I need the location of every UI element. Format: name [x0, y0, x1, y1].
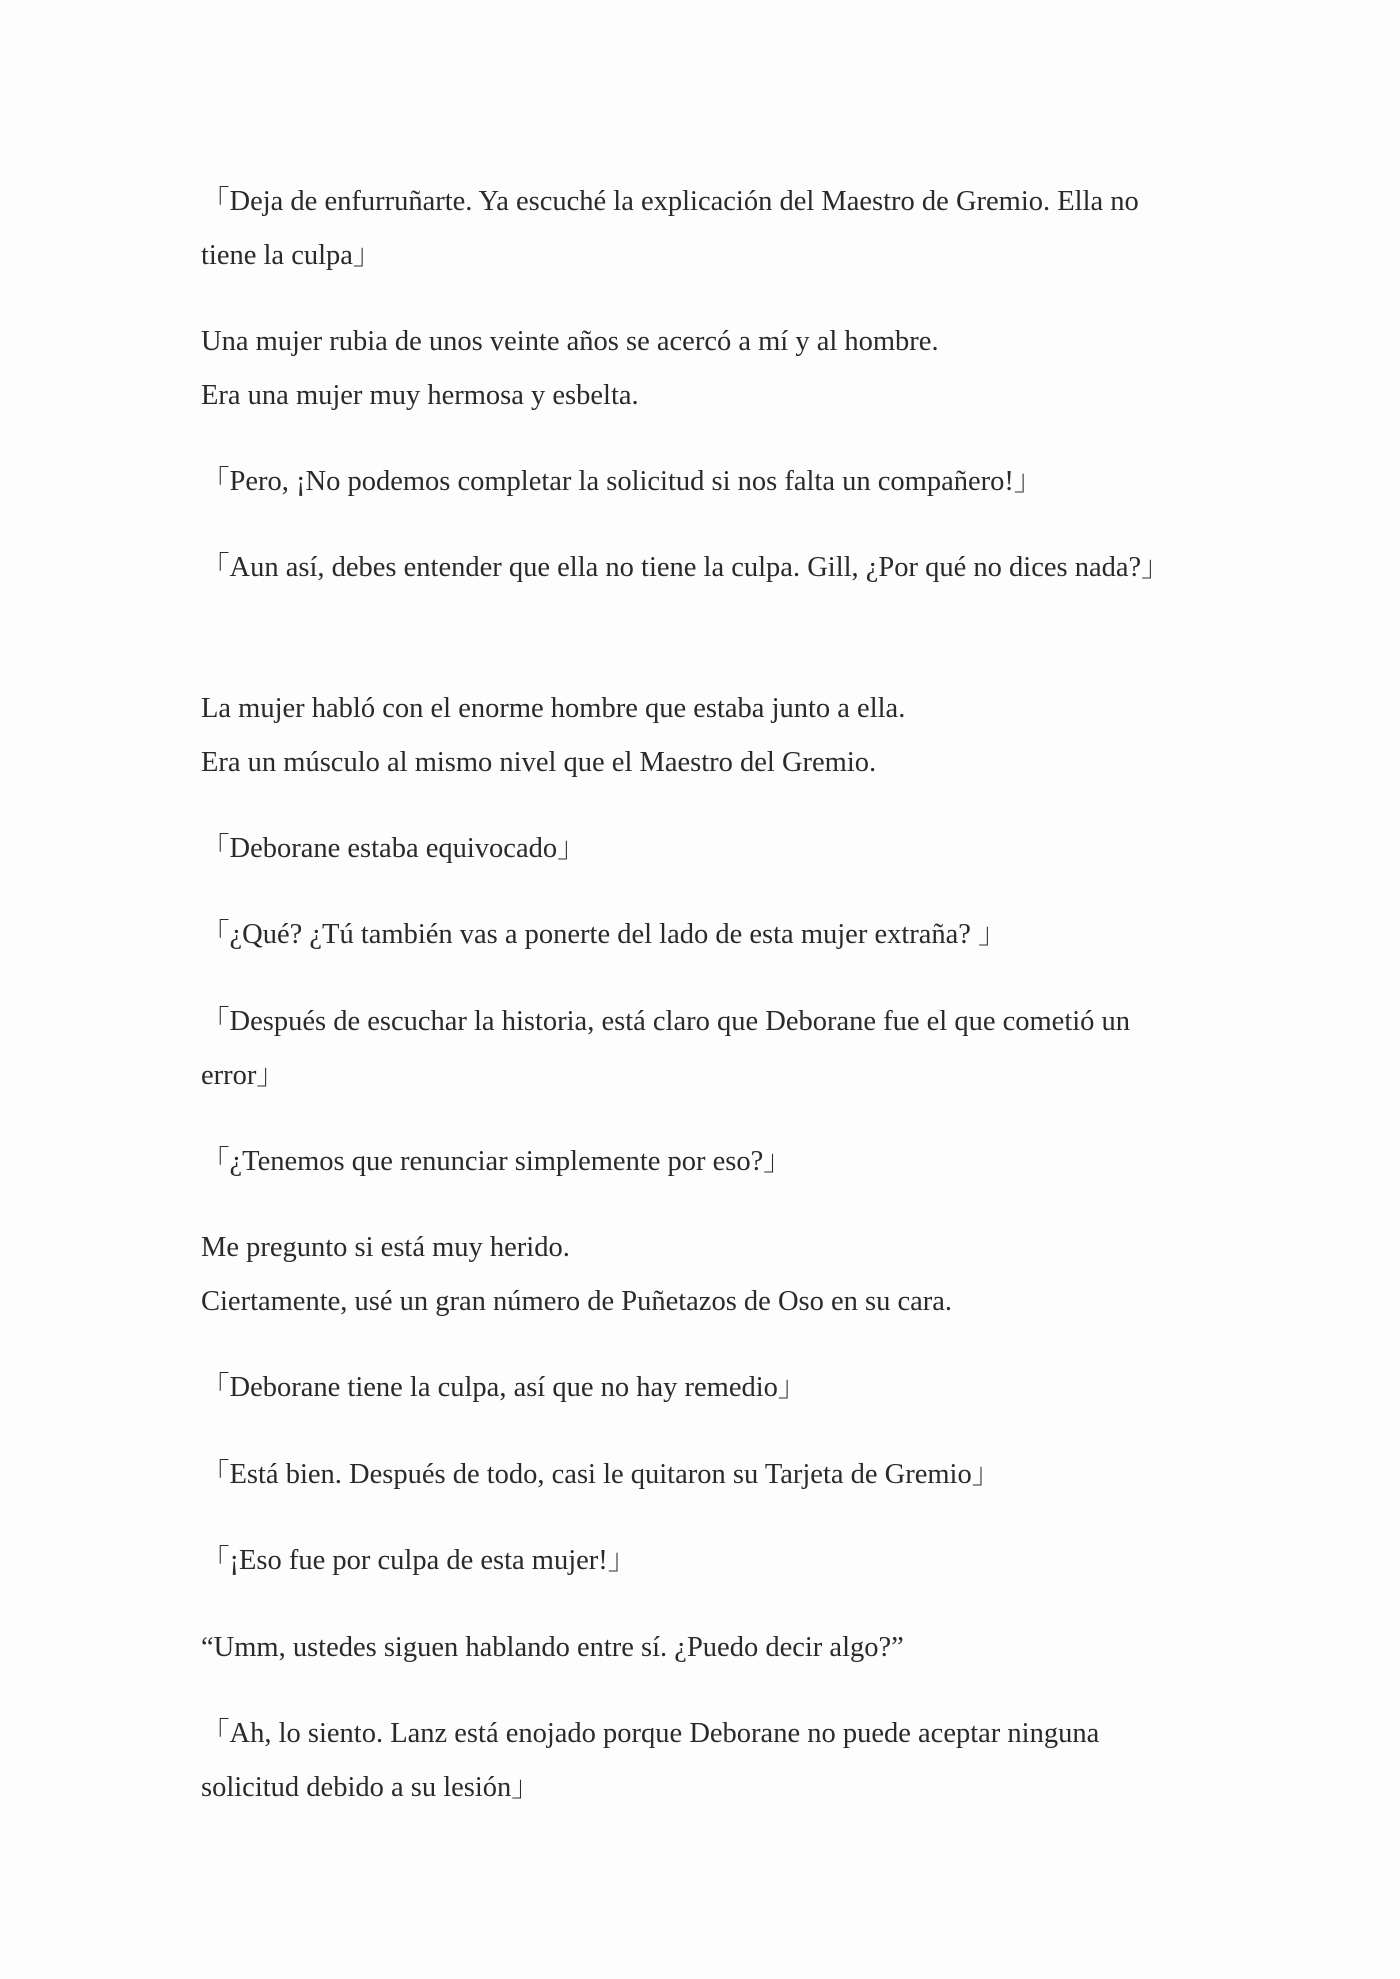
paragraph-text: Ciertamente, usé un gran número de Puñetazos de Oso en su cara. [201, 1286, 953, 1317]
dialogue-paragraph [201, 455, 1201, 509]
paragraph-text: 「Aun así, debes entender que ella no tiene la culpa. Gill, ¿Por qué no dices nada?」 [201, 552, 1170, 583]
dialogue-paragraph [201, 1361, 1201, 1415]
paragraph-text: 「Después de escuchar la historia, está claro que Deborane fue el que cometió un error」 [201, 1006, 1138, 1091]
paragraph-text: Era una mujer muy hermosa y esbelta. [201, 380, 639, 411]
paragraph-text: 「¿Tenemos que renunciar simplemente por eso?」 [201, 1146, 792, 1177]
dialogue-paragraph [201, 995, 1201, 1103]
dialogue-paragraph [201, 908, 1201, 962]
paragraph-text: 「Ah, lo siento. Lanz está enojado porque Deborane no puede aceptar ninguna solicitud debido a su lesión」 [201, 1718, 1107, 1803]
paragraph-text: 「¡Eso fue por culpa de esta mujer!」 [201, 1545, 637, 1576]
narration-paragraph [201, 1221, 1201, 1329]
dialogue-paragraph [201, 1707, 1201, 1815]
paragraph-text: 「Deborane estaba equivocado」 [201, 833, 586, 864]
paragraph-text: 「Está bien. Después de todo, casi le quitaron su Tarjeta de Gremio」 [201, 1459, 1001, 1490]
dialogue-paragraph [201, 1621, 1201, 1675]
narration-paragraph [201, 682, 1201, 790]
dialogue-paragraph [201, 1135, 1201, 1189]
paragraph-text: La mujer habló con el enorme hombre que estaba junto a ella. [201, 693, 906, 724]
paragraph-text: 「Pero, ¡No podemos completar la solicitud si nos falta un compañero!」 [201, 466, 1043, 497]
paragraph-text: 「Deja de enfurruñarte. Ya escuché la explicación del Maestro de Gremio. Ella no tiene la culpa」 [201, 186, 1146, 271]
narration-paragraph [201, 315, 1201, 423]
paragraph-text: Una mujer rubia de unos veinte años se acercó a mí y al hombre. [201, 326, 939, 357]
dialogue-paragraph [201, 541, 1201, 595]
dialogue-paragraph [201, 175, 1201, 283]
paragraph-text: Era un músculo al mismo nivel que el Maestro del Gremio. [201, 747, 877, 778]
paragraph-text: “Umm, ustedes siguen hablando entre sí. ¿Puedo decir algo?” [201, 1632, 904, 1663]
dialogue-paragraph [201, 1534, 1201, 1588]
dialogue-paragraph [201, 822, 1201, 876]
dialogue-paragraph [201, 1448, 1201, 1502]
paragraph-text: 「Deborane tiene la culpa, así que no hay remedio」 [201, 1372, 807, 1403]
paragraph-text: 「¿Qué? ¿Tú también vas a ponerte del lado de esta mujer extraña? 」 [201, 919, 1007, 950]
paragraph-text: Me pregunto si está muy herido. [201, 1232, 570, 1263]
